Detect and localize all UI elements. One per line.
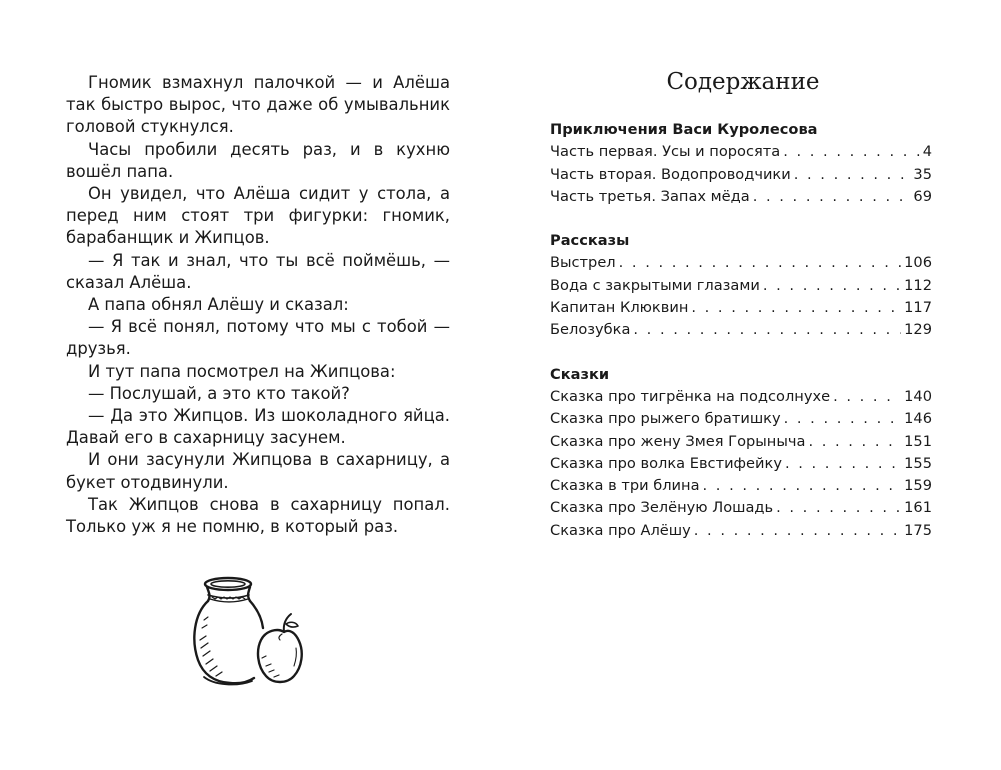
toc-entry-page: 35 <box>913 165 932 183</box>
toc-entry-page: 106 <box>904 254 932 272</box>
dot-leader <box>785 453 901 475</box>
story-paragraph: И они засунули Жипцова в сахарницу, а букет отодвинули. <box>66 450 450 492</box>
dot-leader <box>633 319 901 341</box>
toc-entry-title: Сказка про тигрёнка на подсолнухе <box>550 387 831 405</box>
toc-section-stories <box>550 230 932 341</box>
toc-entry-title: Сказка в три блина <box>550 477 700 495</box>
story-paragraph: — Я так и знал, что ты всё поймёшь, — сказал Алёша. <box>66 250 450 292</box>
story-paragraph: — Да это Жипцов. Из шоколадного яйца. Давай его в сахарницу засунем. <box>66 406 450 448</box>
toc-entry-page: 140 <box>904 387 932 405</box>
jug-and-apple-illustration <box>190 568 315 693</box>
dot-leader <box>763 275 901 297</box>
story-paragraph: Гномик взмахнул палочкой — и Алёша так быстро вырос, что даже об умывальник головой стукнулся. <box>66 73 450 137</box>
toc-entry[interactable] <box>550 475 932 497</box>
toc-entry-page: 4 <box>922 143 932 161</box>
toc-entry[interactable] <box>550 319 932 341</box>
toc-section-heading: Приключения Васи Куролесова <box>550 121 818 138</box>
toc-section-heading: Сказки <box>550 365 610 383</box>
toc-entry-title: Часть третья. Запах мёда <box>550 187 750 205</box>
dot-leader <box>784 408 902 430</box>
dot-leader <box>691 297 901 319</box>
right-page <box>500 0 1001 770</box>
toc-entry-title: Вода с закрытыми глазами <box>550 276 760 294</box>
toc-entry-title: Капитан Клюквин <box>550 299 689 317</box>
toc-entry-title: Сказка про Зелёную Лошадь <box>550 499 774 517</box>
toc-entry[interactable] <box>550 141 932 163</box>
toc-entry-page: 161 <box>904 499 932 517</box>
toc-section-heading: Рассказы <box>550 232 630 250</box>
story-paragraph: Часы пробили десять раз, и в кухню вошёл папа. <box>66 139 450 181</box>
toc-entry-page: 151 <box>904 432 932 450</box>
toc-entry-page: 112 <box>904 276 932 294</box>
dot-leader <box>808 431 901 453</box>
toc-entry-title: Часть вторая. Водопроводчики <box>550 165 791 183</box>
toc-entry-page: 129 <box>904 321 932 339</box>
story-text <box>66 72 450 538</box>
toc-entry-page: 155 <box>904 454 932 472</box>
toc-entry[interactable] <box>550 297 932 319</box>
dot-leader <box>753 186 911 208</box>
toc-entry-title: Сказка про Алёшу <box>550 521 691 539</box>
dot-leader <box>703 475 902 497</box>
toc-entry[interactable] <box>550 520 932 542</box>
story-paragraph: — Я всё понял, потому что мы с тобой — друзья. <box>66 317 450 359</box>
story-paragraph: Он увидел, что Алёша сидит у стола, а перед ним стоят три фигурки: гномик, барабанщик и Жипцов. <box>66 184 450 248</box>
toc-entry-page: 159 <box>904 477 932 495</box>
toc-entry[interactable] <box>550 431 932 453</box>
toc-entry[interactable] <box>550 386 932 408</box>
toc-entry-page: 146 <box>904 410 932 428</box>
left-page <box>0 0 500 770</box>
toc-entry-title: Белозубка <box>550 321 631 339</box>
toc-entry-title: Выстрел <box>550 254 616 272</box>
dot-leader <box>794 164 911 186</box>
dot-leader <box>619 252 902 274</box>
toc-entry[interactable] <box>550 275 932 297</box>
story-paragraph: Так Жипцов снова в сахарницу попал. Только уж я не помню, в который раз. <box>66 494 450 537</box>
dot-leader <box>783 141 919 163</box>
toc-entry-title: Сказка про волка Евстифейку <box>550 454 782 472</box>
toc-entry[interactable] <box>550 453 932 475</box>
toc-entry[interactable] <box>550 164 932 186</box>
toc-section-vasya-kurolesov <box>550 119 932 208</box>
toc-section-fairy-tales <box>550 364 932 542</box>
table-of-contents <box>550 119 932 564</box>
toc-entry-title: Часть первая. Усы и поросята <box>550 143 781 161</box>
dot-leader <box>833 386 901 408</box>
story-paragraph: И тут папа посмотрел на Жипцова: <box>88 361 396 381</box>
dot-leader <box>776 497 901 519</box>
toc-title: Содержание <box>666 69 820 95</box>
toc-entry-page: 175 <box>904 521 932 539</box>
toc-entry-title: Сказка про рыжего братишку <box>550 410 781 428</box>
dot-leader <box>694 520 901 542</box>
toc-entry-page: 117 <box>904 299 932 317</box>
toc-entry[interactable] <box>550 252 932 274</box>
toc-entry[interactable] <box>550 186 932 208</box>
toc-entry[interactable] <box>550 408 932 430</box>
toc-entry[interactable] <box>550 497 932 519</box>
story-paragraph: — Послушай, а это кто такой? <box>88 383 350 403</box>
toc-entry-page: 69 <box>913 187 932 205</box>
toc-entry-title: Сказка про жену Змея Горыныча <box>550 432 806 450</box>
story-paragraph: А папа обнял Алёшу и сказал: <box>88 295 349 315</box>
